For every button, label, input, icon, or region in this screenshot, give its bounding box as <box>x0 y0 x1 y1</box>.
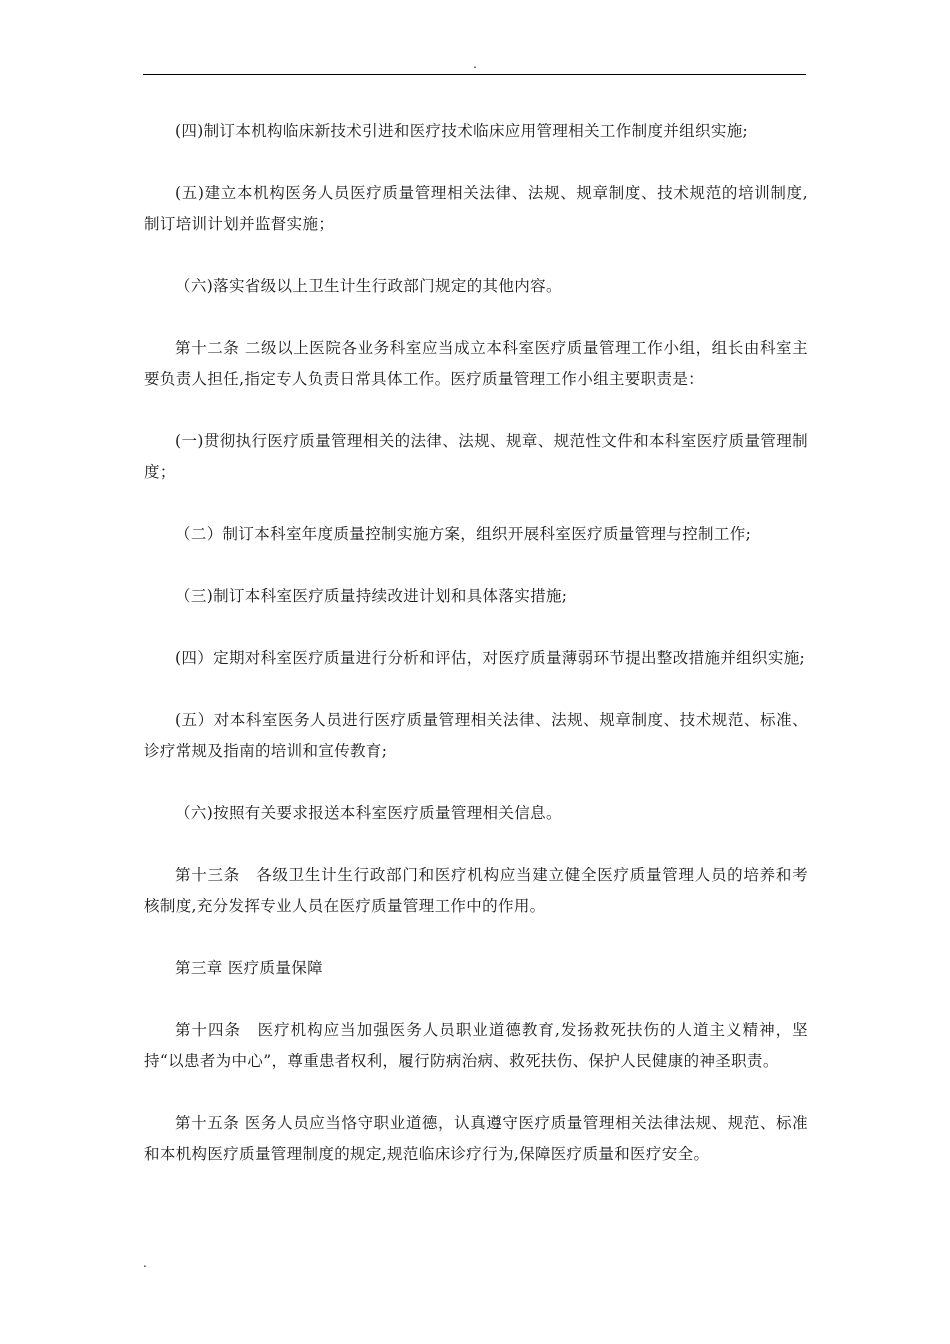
header-rule <box>143 74 806 75</box>
paragraph: （六)落实省级以上卫生计生行政部门规定的其他内容。 <box>175 277 562 295</box>
paragraph: （二）制订本科室年度质量控制实施方案，组织开展科室医疗质量管理与控制工作; <box>175 525 752 543</box>
article-paragraph: 第十四条 医疗机构应当加强医务人员职业道德教育,发扬救死扶伤的人道主义精神，坚持“以患者为中心”，尊重患者权利，履行防病治病、救死扶伤、保护人民健康的神圣职责。 <box>144 1021 808 1070</box>
paragraph: (五）对本科室医务人员进行医疗质量管理相关法律、法规、规章制度、技术规范、标准、诊疗常规及指南的培训和宣传教育; <box>144 711 808 760</box>
paragraph: (四）定期对科室医疗质量进行分析和评估，对医疗质量薄弱环节提出整改措施并组织实施; <box>175 649 806 667</box>
paragraph: (四)制订本机构临床新技术引进和医疗技术临床应用管理相关工作制度并组织实施; <box>175 122 749 140</box>
chapter-heading: 第三章 医疗质量保障 <box>175 959 323 977</box>
paragraph: (一)贯彻执行医疗质量管理相关的法律、法规、规章、规范性文件和本科室医疗质量管理制度； <box>144 432 808 481</box>
header-mark: . <box>473 57 477 71</box>
article-paragraph: 第十二条 二级以上医院各业务科室应当成立本科室医疗质量管理工作小组，组长由科室主要负责人担任,指定专人负责日常具体工作。医疗质量管理工作小组主要职责是： <box>144 339 808 388</box>
document-body <box>144 116 808 1201</box>
article-paragraph: 第十五条 医务人员应当恪守职业道德，认真遵守医疗质量管理相关法律法规、规范、标准和本机构医疗质量管理制度的规定,规范临床诊疗行为,保障医疗质量和医疗安全。 <box>144 1114 808 1163</box>
paragraph: （三)制订本科室医疗质量持续改进计划和具体落实措施; <box>175 587 568 605</box>
footer-mark: . <box>143 1256 147 1270</box>
paragraph: （六)按照有关要求报送本科室医疗质量管理相关信息。 <box>175 804 562 822</box>
paragraph: (五)建立本机构医务人员医疗质量管理相关法律、法规、规章制度、技术规范的培训制度,制订培训计划并监督实施； <box>144 184 808 233</box>
article-paragraph: 第十三条 各级卫生计生行政部门和医疗机构应当建立健全医疗质量管理人员的培养和考核制度,充分发挥专业人员在医疗质量管理工作中的作用。 <box>144 866 808 915</box>
